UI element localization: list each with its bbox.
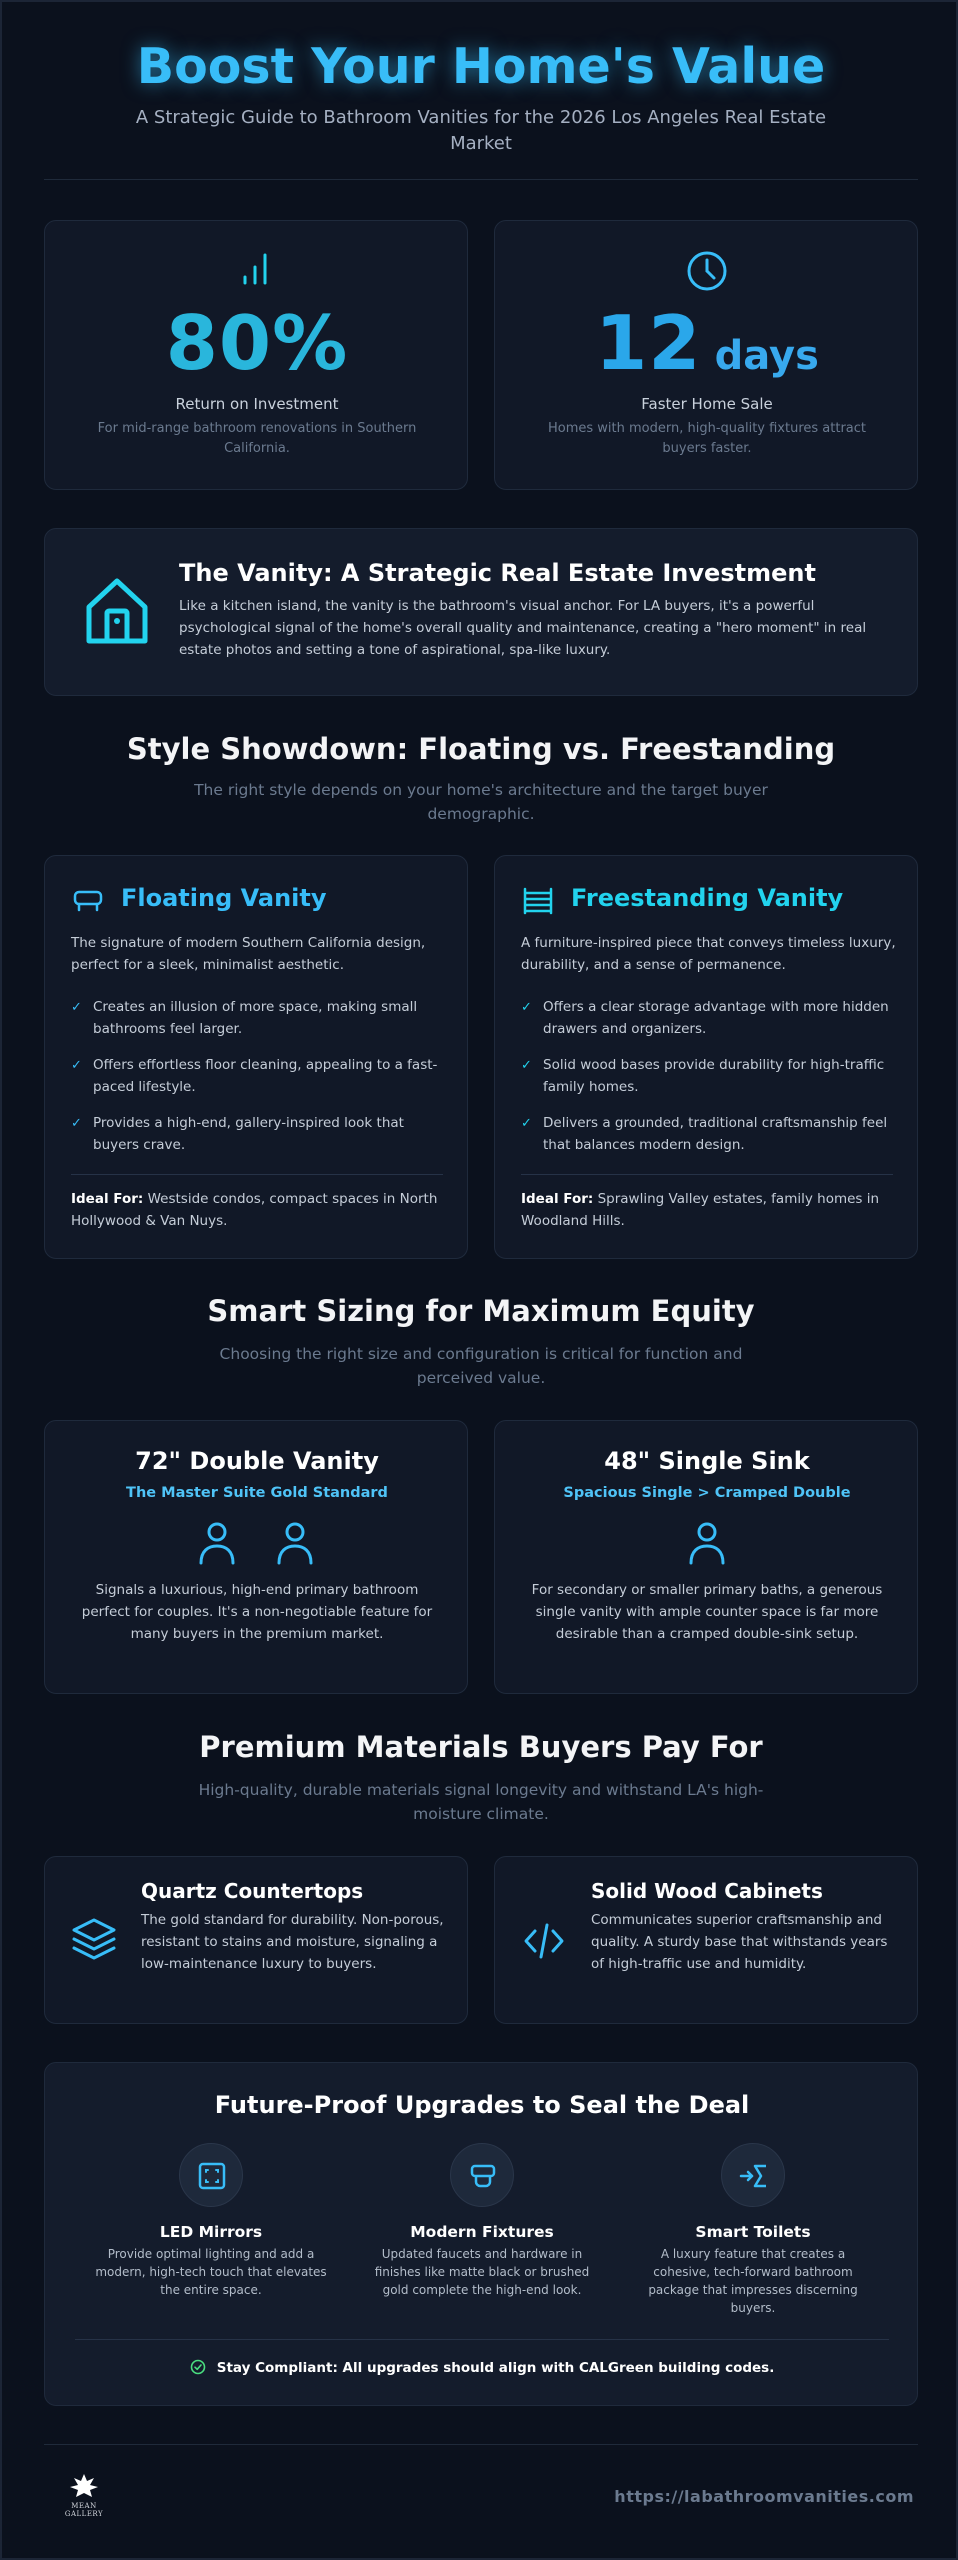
ideal-for-text: Sprawling Valley estates, family homes in Woodland Hills.	[521, 1191, 880, 1229]
wood-body: Communicates superior craftsmanship and quality. A sturdy base that withstands years of high-traffic use and humidity.	[591, 1912, 888, 1972]
sale-speed-value: 12	[595, 299, 702, 387]
compliance-text: Stay Compliant: All upgrades should align with CALGreen building codes.	[216, 2360, 775, 2376]
freestanding-vanity-card	[494, 855, 918, 1259]
floating-vanity-icon	[71, 888, 105, 914]
smart-toilet-icon-badge	[721, 2143, 785, 2207]
double-vanity-card	[44, 1420, 468, 1694]
freestanding-vanity-intro: A furniture-inspired piece that conveys timeless luxury, durability, and a sense of permanence.	[521, 935, 896, 973]
check-icon: ✓	[521, 1000, 532, 1015]
sale-speed-description: Homes with modern, high-quality fixtures attract buyers faster.	[547, 421, 867, 456]
sale-speed-unit: days	[714, 333, 819, 379]
double-vanity-subtitle: The Master Suite Gold Standard	[126, 1485, 388, 1501]
freestanding-ideal-for	[521, 1188, 893, 1232]
logo-emblem-icon	[68, 2472, 100, 2500]
layers-icon	[69, 1915, 119, 1965]
single-sink-title: 48" Single Sink	[604, 1447, 810, 1475]
list-item: Creates an illusion of more space, making small bathrooms feel larger.	[93, 999, 418, 1037]
smart-toilets-desc: A luxury feature that creates a cohesive, tech-forward bathroom package that impresses discerning buyers.	[648, 2247, 858, 2315]
smart-toilets-title: Smart Toilets	[695, 2223, 811, 2241]
user-icon	[685, 1519, 729, 1567]
led-mirror-icon-badge	[179, 2143, 243, 2207]
check-icon: ✓	[71, 1116, 82, 1131]
floating-ideal-for	[71, 1188, 443, 1232]
roi-value: 80%	[165, 299, 349, 387]
divider	[44, 179, 918, 180]
ideal-for-label: Ideal For:	[71, 1191, 144, 1207]
faucet-icon-badge	[450, 2143, 514, 2207]
freestanding-vanity-icon	[521, 886, 555, 916]
quartz-title: Quartz Countertops	[141, 1879, 364, 1903]
modern-fixtures-title: Modern Fixtures	[410, 2223, 554, 2241]
faucet-icon	[467, 2160, 499, 2192]
compliance-note	[45, 2357, 919, 2376]
sizing-title: Smart Sizing for Maximum Equity	[207, 1294, 755, 1328]
divider	[44, 2444, 918, 2445]
roi-description: For mid-range bathroom renovations in Southern California.	[97, 421, 417, 456]
check-circle-icon	[190, 2359, 206, 2375]
double-vanity-title: 72" Double Vanity	[135, 1447, 379, 1475]
logo-text: MEAN GALLERY	[64, 2502, 104, 2518]
single-sink-body: For secondary or smaller primary baths, a generous single vanity with ample counter space is far more desirable than a cramped double-sink setup.	[531, 1582, 883, 1642]
divider	[75, 2339, 889, 2340]
quartz-card	[44, 1856, 468, 2024]
materials-subtitle: High-quality, durable materials signal longevity and withstand LA's high-moisture climate.	[198, 1781, 764, 1823]
sale-speed-value-row	[495, 299, 919, 387]
ideal-for-text: Westside condos, compact spaces in North Hollywood & Van Nuys.	[71, 1191, 438, 1229]
wood-title: Solid Wood Cabinets	[591, 1879, 823, 1903]
user-icon	[273, 1519, 317, 1567]
single-sink-subtitle: Spacious Single > Cramped Double	[563, 1485, 851, 1501]
upgrades-card	[44, 2062, 918, 2406]
floating-vanity-card	[44, 855, 468, 1259]
list-item: Solid wood bases provide durability for high-traffic family homes.	[543, 1057, 885, 1095]
single-sink-card	[494, 1420, 918, 1694]
check-icon: ✓	[71, 1058, 82, 1073]
investment-body: Like a kitchen island, the vanity is the bathroom's visual anchor. For LA buyers, it's a powerful psychological signal of the home's overall quality and maintenance, creating a "hero moment" in real estate photos and setting a tone of aspirational, spa-like luxury.	[179, 598, 867, 658]
website-link[interactable]: https://labathroomvanities.com	[614, 2487, 914, 2506]
list-item: Provides a high-end, gallery-inspired look that buyers crave.	[93, 1115, 404, 1153]
clock-icon	[685, 249, 729, 293]
style-showdown-subtitle: The right style depends on your home's architecture and the target buyer demographic.	[194, 781, 768, 823]
check-icon: ✓	[521, 1116, 532, 1131]
code-icon	[523, 1921, 565, 1961]
divider	[521, 1174, 893, 1175]
quartz-body: The gold standard for durability. Non-porous, resistant to stains and moisture, signaling a low-maintenance luxury to buyers.	[141, 1912, 444, 1972]
stat-card-roi	[44, 220, 468, 490]
style-showdown-title: Style Showdown: Floating vs. Freestanding	[126, 732, 836, 766]
divider	[71, 1174, 443, 1175]
led-mirror-icon	[196, 2160, 228, 2192]
smart-toilet-icon	[738, 2160, 770, 2192]
investment-title: The Vanity: A Strategic Real Estate Investment	[179, 559, 816, 587]
modern-fixtures-desc: Updated faucets and hardware in finishes like matte black or brushed gold complete the high-end look.	[374, 2247, 590, 2297]
upgrades-title: Future-Proof Upgrades to Seal the Deal	[214, 2091, 750, 2119]
check-icon: ✓	[521, 1058, 532, 1073]
house-icon	[83, 575, 151, 647]
floating-vanity-intro: The signature of modern Southern California design, perfect for a sleek, minimalist aesthetic.	[71, 935, 426, 973]
led-mirrors-desc: Provide optimal lighting and add a modern, high-tech touch that elevates the entire space.	[95, 2247, 327, 2297]
stat-card-sale-speed	[494, 220, 918, 490]
list-item: Delivers a grounded, traditional craftsmanship feel that balances modern design.	[543, 1115, 888, 1153]
list-item: Offers a clear storage advantage with more hidden drawers and organizers.	[543, 999, 889, 1037]
user-icon	[195, 1519, 239, 1567]
ideal-for-label: Ideal For:	[521, 1191, 594, 1207]
investment-card	[44, 528, 918, 696]
double-vanity-body: Signals a luxurious, high-end primary bathroom perfect for couples. It's a non-negotiable feature for many buyers in the premium market.	[81, 1582, 433, 1642]
sale-speed-label: Faster Home Sale	[641, 395, 773, 413]
freestanding-vanity-title: Freestanding Vanity	[571, 884, 844, 912]
floating-vanity-title: Floating Vanity	[121, 884, 327, 912]
list-item: Offers effortless floor cleaning, appealing to a fast-paced lifestyle.	[93, 1057, 438, 1095]
page-subtitle: A Strategic Guide to Bathroom Vanities for the 2026 Los Angeles Real Estate Market	[135, 107, 827, 154]
materials-title: Premium Materials Buyers Pay For	[199, 1730, 763, 1764]
footer-logo[interactable]	[52, 2472, 116, 2516]
check-icon: ✓	[71, 1000, 82, 1015]
page-title: Boost Your Home's Value	[136, 38, 826, 95]
sizing-subtitle: Choosing the right size and configuration is critical for function and perceived value.	[219, 1345, 743, 1387]
roi-label: Return on Investment	[175, 395, 339, 413]
signal-bars-icon	[239, 251, 275, 287]
wood-card	[494, 1856, 918, 2024]
led-mirrors-title: LED Mirrors	[159, 2223, 263, 2241]
